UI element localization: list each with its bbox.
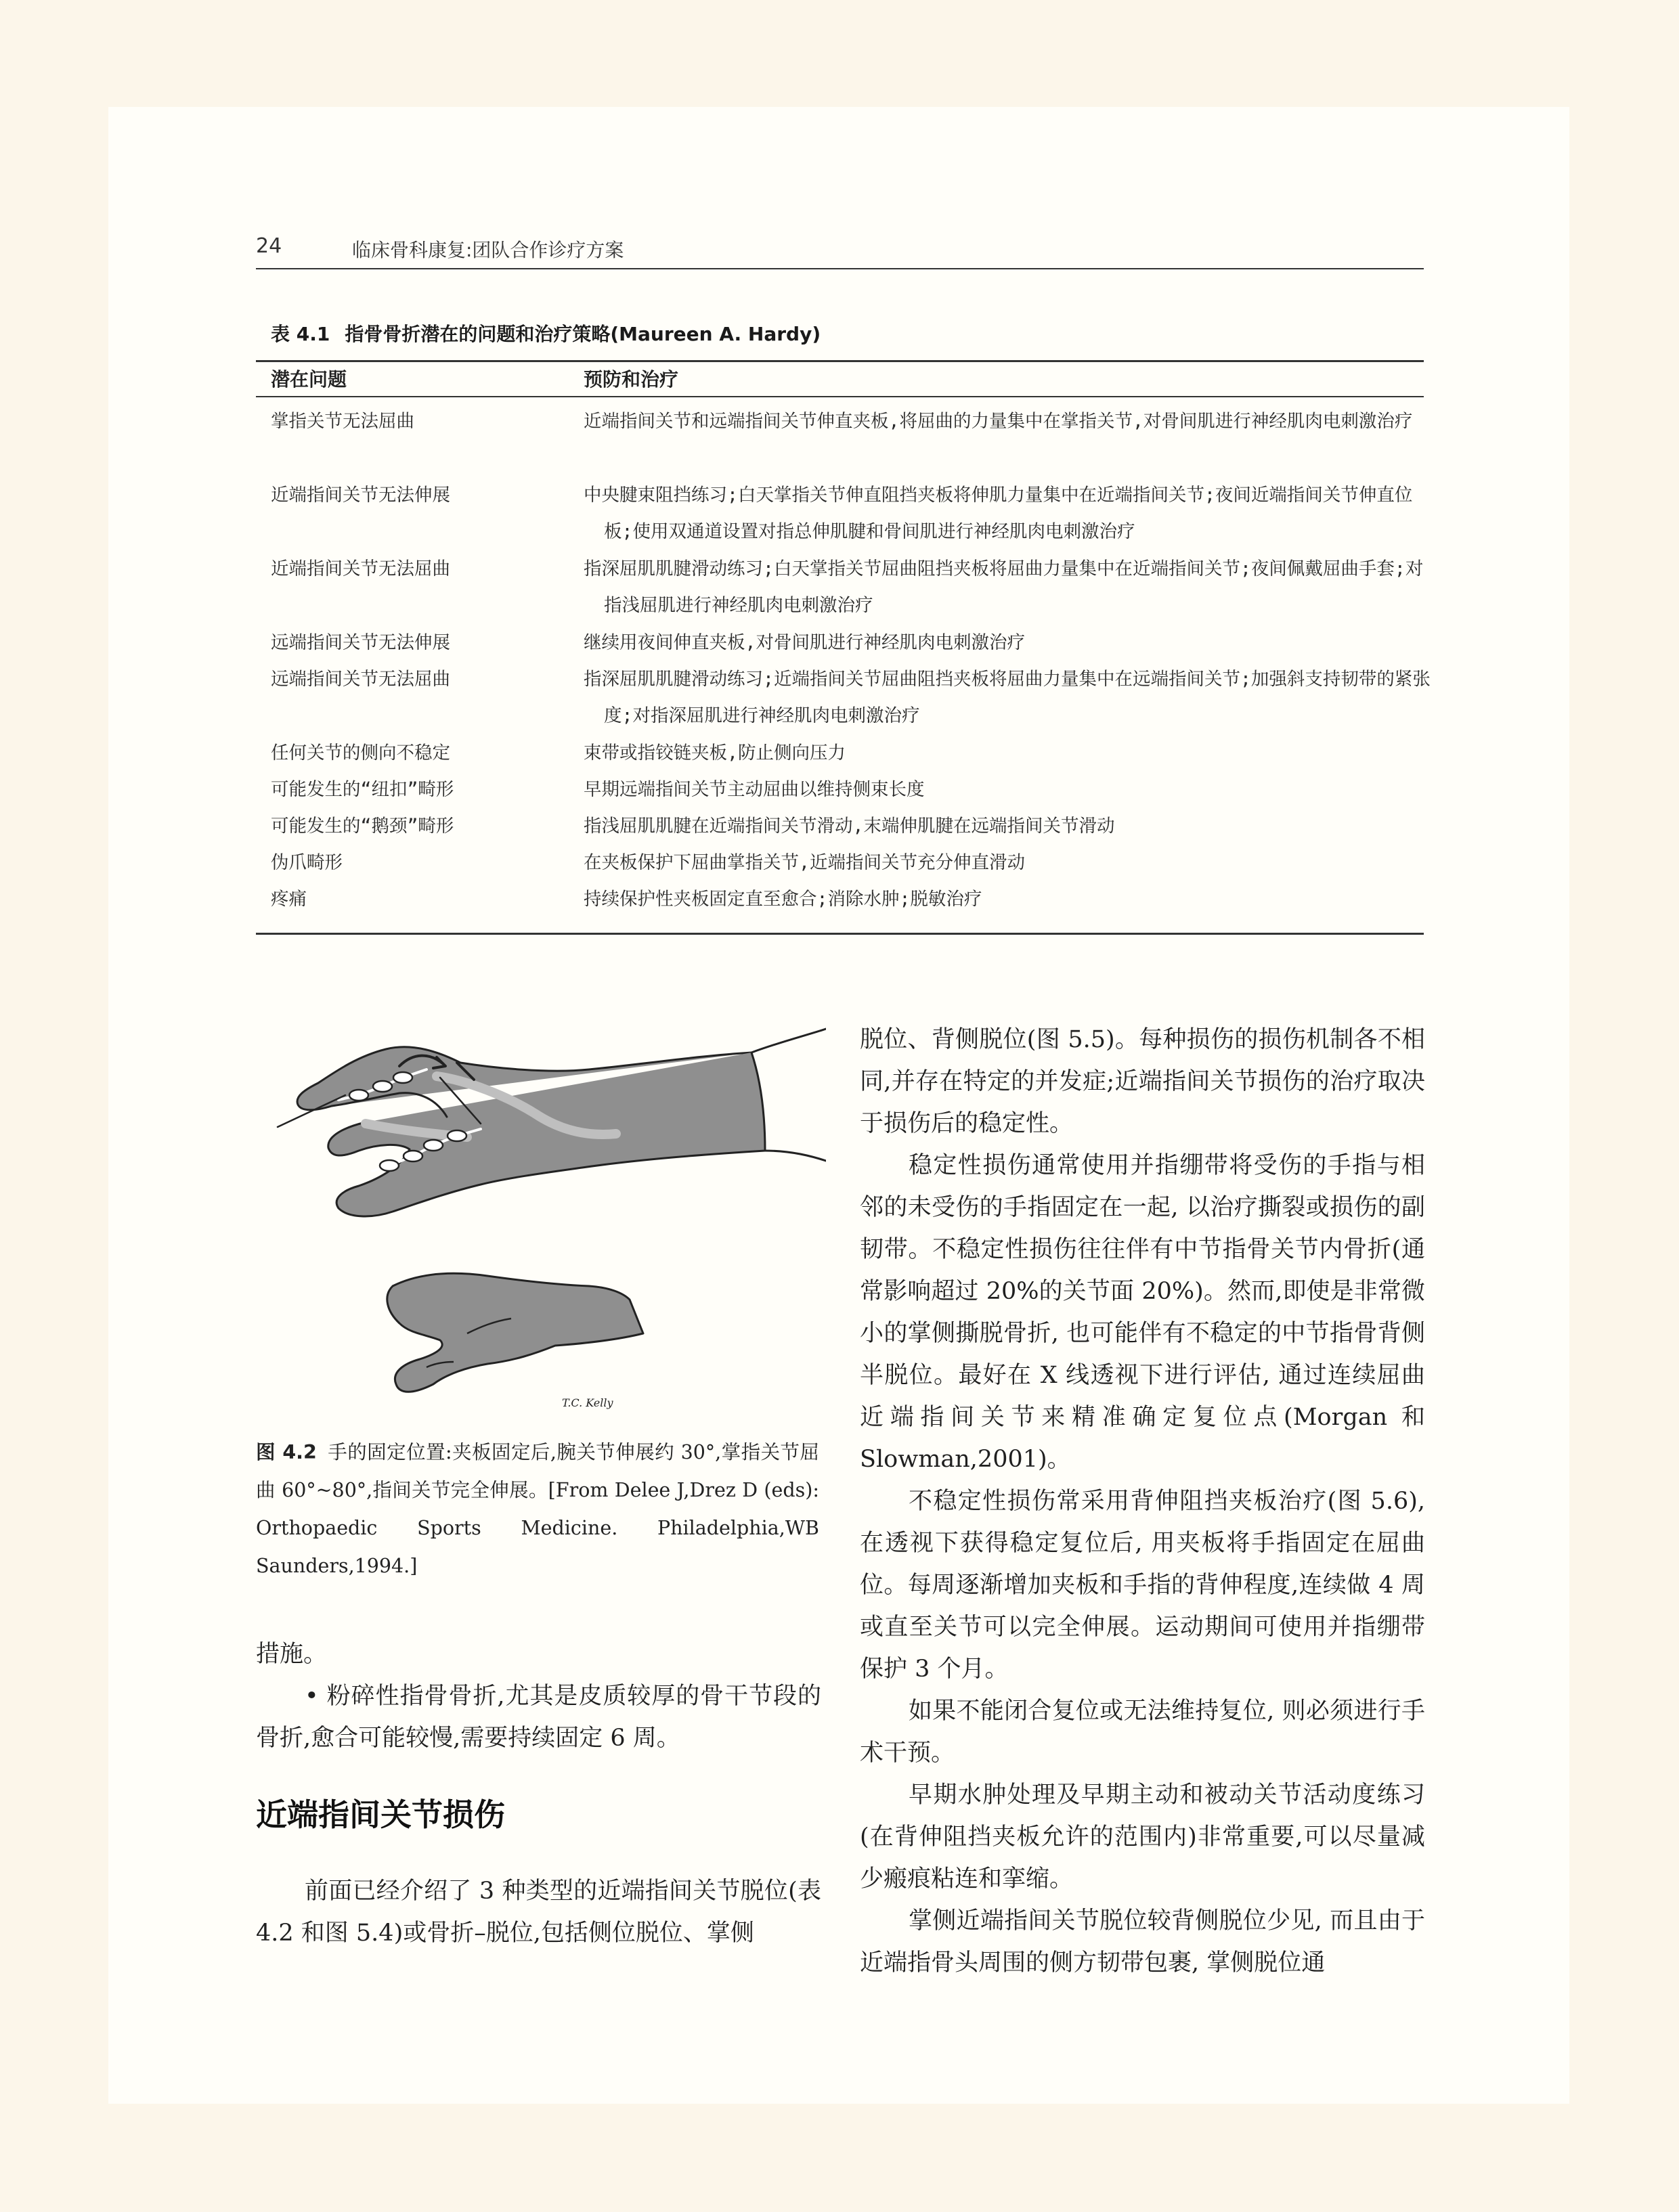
book-title: 临床骨科康复:团队合作诊疗方案 xyxy=(352,239,624,261)
table-header-rule xyxy=(256,396,1424,397)
paragraph: 脱位、背侧脱位(图 5.5)。每种损伤的损伤机制各不相同,并存在特定的并发症;近端指间关节损伤的治疗取决于损伤后的稳定性。 xyxy=(860,1026,1425,1137)
figure-caption-text: 手的固定位置:夹板固定后,腕关节伸展约 30°,掌指关节屈曲 60°~80°,指间关节完全伸展。[From Delee J,Drez D (eds): Orthopaedic Sports Medicine. Philadelphia,WB Saunders,1994.] xyxy=(256,1441,819,1577)
table-cell-problem: 疼痛 xyxy=(271,889,307,910)
table-cell-treatment: 继续用夜间伸直夹板,对骨间肌进行神经肌肉电刺激治疗 xyxy=(584,632,1025,653)
paragraph: 措施。 xyxy=(256,1641,328,1668)
table-cell-treatment: 持续保护性夹板固定直至愈合;消除水肿;脱敏治疗 xyxy=(584,889,982,910)
table-header-problem: 潜在问题 xyxy=(271,368,347,391)
figure-caption xyxy=(256,1434,819,1585)
table-label: 表 4.1 xyxy=(271,323,330,345)
table-cell-treatment: 指浅屈肌肌腱在近端指间关节滑动,末端伸肌腱在远端指间关节滑动 xyxy=(584,816,1115,837)
left-column-continued xyxy=(256,1870,821,1954)
paragraph: 掌侧近端指间关节脱位较背侧脱位少见, 而且由于近端指骨头周围的侧方韧带包裹, 掌侧脱位通 xyxy=(860,1907,1425,1976)
table-cell-problem: 可能发生的“鹅颈”畸形 xyxy=(271,816,454,837)
table-cell-problem: 远端指间关节无法屈曲 xyxy=(271,669,450,690)
right-column xyxy=(860,1019,1425,1984)
table-header xyxy=(271,362,1422,396)
table-cell-treatment: 近端指间关节和远端指间关节伸直夹板,将屈曲的力量集中在掌指关节,对骨间肌进行神经肌肉电刺激治疗 xyxy=(584,411,1413,432)
bullet-paragraph: • 粉碎性指骨骨折,尤其是皮质较厚的骨干节段的骨折,愈合可能较慢,需要持续固定 6 周。 xyxy=(256,1683,821,1752)
table-header-treatment: 预防和治疗 xyxy=(584,368,679,391)
table-cell-problem: 任何关节的侧向不稳定 xyxy=(271,743,450,764)
paragraph: 前面已经介绍了 3 种类型的近端指间关节脱位(表 4.2 和图 5.4)或骨折–脱位,包括侧位脱位、掌侧 xyxy=(256,1878,821,1947)
table-cell-treatment: 指深屈肌肌腱滑动练习;近端指间关节屈曲阻挡夹板将屈曲力量集中在远端指间关节;加强斜支持韧带的紧张度;对指深屈肌进行神经肌肉电刺激治疗 xyxy=(584,669,1431,726)
figure-label: 图 4.2 xyxy=(256,1441,317,1463)
paragraph: 稳定性损伤通常使用并指绷带将受伤的手指与相邻的未受伤的手指固定在一起, 以治疗撕裂或损伤的副韧带。不稳定性损伤往往伴有中节指骨关节内骨折(通常影响超过 20%的关节面 20%)。然而,即使是非常微小的掌侧撕脱骨折, 也可能伴有不稳定的中节指骨背侧半脱位。最好在 X 线透视下进行评估, 通过连续屈曲近端指间关节来精准确定复位点(Morgan 和 Slowman,2001)。 xyxy=(860,1152,1425,1473)
page-number: 24 xyxy=(256,234,282,258)
hand-splint-illustration xyxy=(264,1015,826,1448)
table-cell-treatment: 在夹板保护下屈曲掌指关节,近端指间关节充分伸直滑动 xyxy=(584,852,1025,873)
paragraph: 早期水肿处理及早期主动和被动关节活动度练习(在背伸阻挡夹板允许的范围内)非常重要,可以尽量减少瘢痕粘连和挛缩。 xyxy=(860,1782,1425,1893)
table-cell-problem: 近端指间关节无法屈曲 xyxy=(271,558,450,579)
table-cell-problem: 可能发生的“纽扣”畸形 xyxy=(271,779,454,800)
table-cell-treatment: 束带或指铰链夹板,防止侧向压力 xyxy=(584,743,846,764)
table-caption xyxy=(271,319,1422,347)
table-cell-treatment: 早期远端指间关节主动屈曲以维持侧束长度 xyxy=(584,779,925,800)
table-bottom-rule xyxy=(256,933,1424,935)
table-cell-problem: 近端指间关节无法伸展 xyxy=(271,485,450,506)
artist-signature: T.C. Kelly xyxy=(562,1396,613,1409)
table-cell-treatment: 中央腱束阻挡练习;白天掌指关节伸直阻挡夹板将伸肌力量集中在近端指间关节;夜间近端指间关节伸直位板;使用双通道设置对指总伸肌腱和骨间肌进行神经肌肉电刺激治疗 xyxy=(584,485,1413,542)
paragraph: 不稳定性损伤常采用背伸阻挡夹板治疗(图 5.6),在透视下获得稳定复位后, 用夹板将手指固定在屈曲位。每周逐渐增加夹板和手指的背伸程度,连续做 4 周或直至关节可以完全伸展。运动期间可使用并指绷带保护 3 个月。 xyxy=(860,1488,1425,1683)
section-title: 近端指间关节损伤 xyxy=(256,1796,505,1833)
running-header xyxy=(256,234,1424,267)
table-title: 指骨骨折潜在的问题和治疗策略(Maureen A. Hardy) xyxy=(345,323,821,345)
table-cell-problem: 掌指关节无法屈曲 xyxy=(271,411,414,432)
header-rule xyxy=(256,268,1424,269)
paragraph: 如果不能闭合复位或无法维持复位, 则必须进行手术干预。 xyxy=(860,1698,1425,1767)
left-column xyxy=(256,1633,821,1759)
table-cell-problem: 远端指间关节无法伸展 xyxy=(271,632,450,653)
table-cell-treatment: 指深屈肌肌腱滑动练习;白天掌指关节屈曲阻挡夹板将屈曲力量集中在近端指间关节;夜间佩戴屈曲手套;对指浅屈肌进行神经肌肉电刺激治疗 xyxy=(584,558,1424,616)
table-cell-problem: 伪爪畸形 xyxy=(271,852,343,873)
